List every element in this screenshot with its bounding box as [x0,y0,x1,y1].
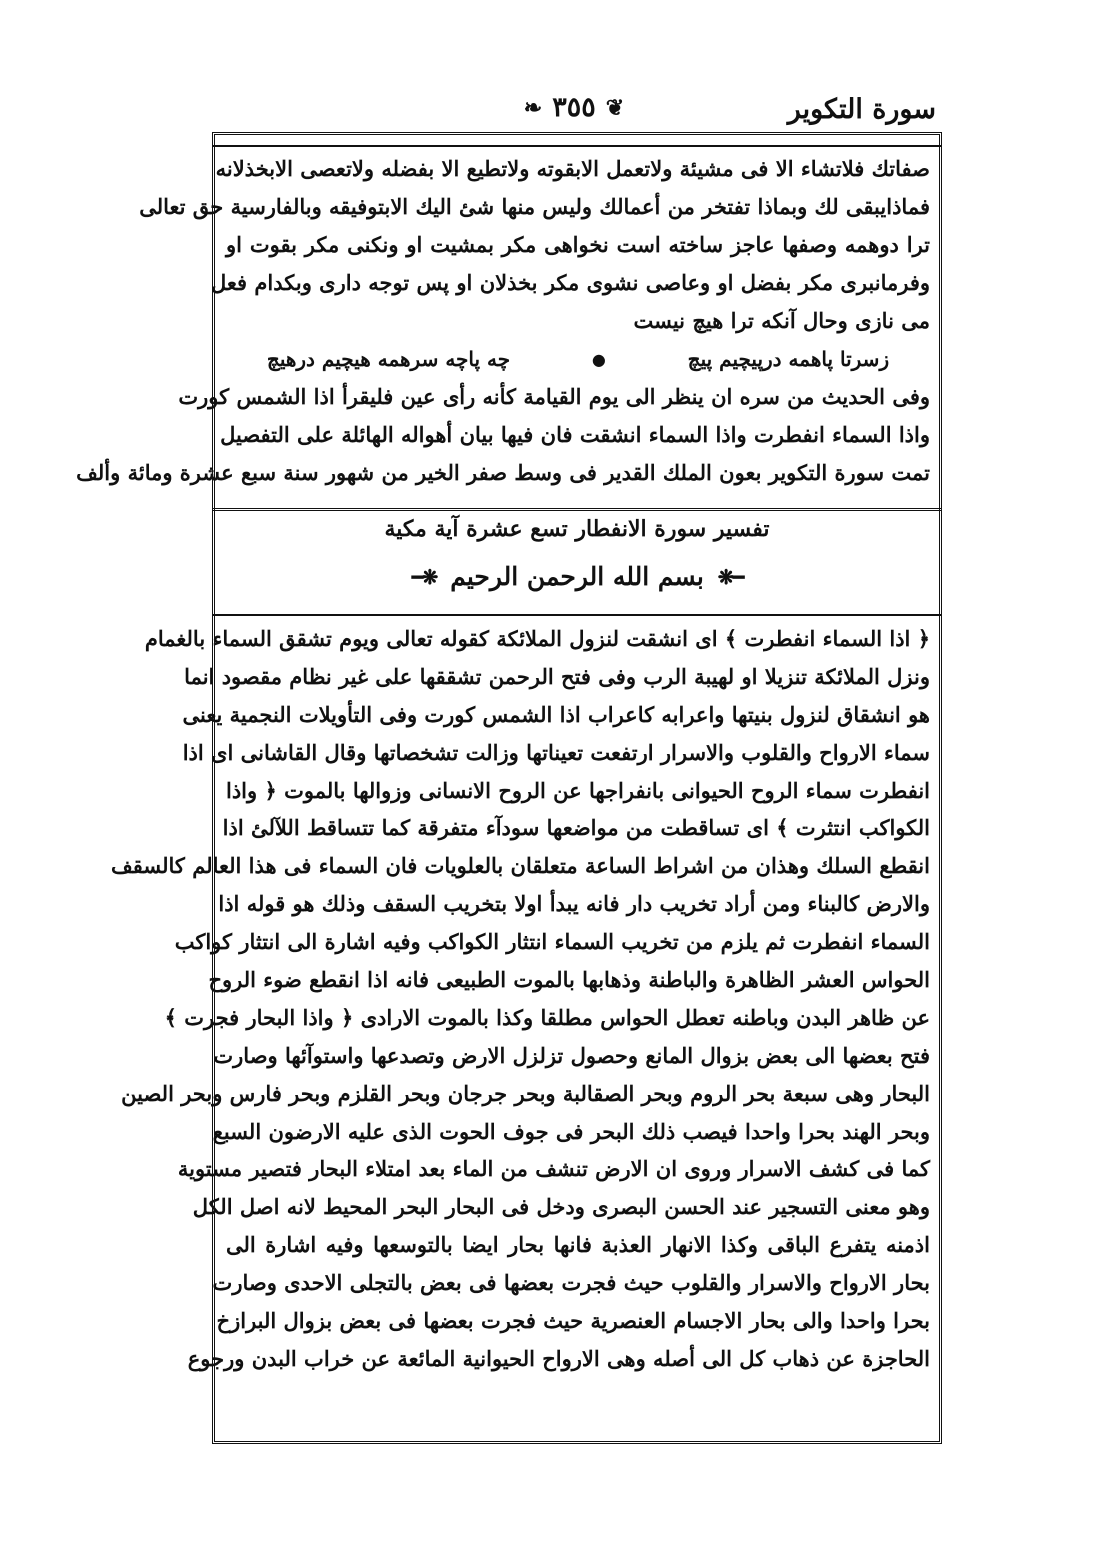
text-line: وهو معنى التسجير عند الحسن البصرى ودخل فى البحار البحر المحيط لانه اصل الكل [192,1194,930,1220]
text-line: فتح بعضها الى بعض بزوال المانع وحصول تزلزل الارض وتصدعها واستوآئها وصارت [213,1042,930,1068]
basmala-block [212,562,942,591]
flourish-left-icon: ❋━ [411,564,437,589]
page-number: ٣٥٥ [552,92,596,123]
text-line: انقطع السلك وهذان من اشراط الساعة متعلقان بالعلويات فان السماء فى هذا العالم كالسقف [111,853,930,879]
text-line: بحرا واحدا والى بحار الاجسام العنصرية حيث فجرت بعضها فى بعض بزوال البرازخ [216,1308,930,1334]
verse-hemistich-right: زسرتا پاهمه درپيچيم پيچ [687,347,890,371]
text-line: اذمنه يتفرع الباقى وكذا الانهار العذبة فانها بحار ايضا بالتوسعها وفيه اشارة الى [226,1232,930,1258]
text-line: فماذايبقى لك وبماذا تفتخر من أعمالك وليس منها شئ اليك الابتوفيقه وبالفارسية حق تعالى [139,194,930,219]
colophon-line: تمت سورة التكوير بعون الملك القدير فى وسط صفر الخير من شهور سنة سبع عشرة ومائة وألف [76,460,930,485]
text-line: عن ظاهر البدن وباطنه تعطل الحواس مطلقا وكذا بالموت الارادى ﴿ واذا البحار فجرت ﴾ [164,1004,930,1030]
text-line: صفاتك فلاتشاء الا فى مشيئة ولاتعمل الابقوته ولاتطيع الا بفضله ولاتعصى الابخذلانه [215,156,930,181]
text-line: كما فى كشف الاسرار وروى ان الارض تنشف من الماء بعد امتلاء البحار فتصير مستوية [177,1156,930,1182]
text-line: بحار الارواح والاسرار والقلوب حيث فجرت بعضها فى بعض بالتجلى الاحدى وصارت [212,1270,930,1296]
running-head-surah-name: سورة التكوير [787,94,936,125]
previous-surah-text [139,150,930,340]
text-line: البحار وهى سبعة بحر الروم وبحر الصقالبة وبحر جرجان وبحر القلزم وبحر فارس وبحر الصين [121,1080,930,1106]
persian-verse [226,340,930,378]
basmala-rule [212,614,942,616]
ornament-left-icon: ❦ [605,94,625,121]
page-number-group [524,92,624,123]
closing-text [76,378,930,492]
flourish-right-icon: ━❋ [717,564,743,589]
text-line: ﴿ اذا السماء انفطرت ﴾ اى انشقت لنزول الملائكة كقوله تعالى ويوم تشقق السماء بالغمام [144,626,930,651]
verse-separator-icon: ● [591,349,606,369]
text-line: السماء انفطرت ثم يلزم من تخريب السماء انتثار الكواكب وفيه اشارة الى انتثار كواكب [174,929,930,955]
text-line: ونزل الملائكة تنزيلا او لهيبة الرب وفى فتح الرحمن تشققها على غير نظام مقصود انما [184,663,930,689]
text-line: الحواس العشر الظاهرة والباطنة وذهابها بالموت الطبيعى فانه اذا انقطع ضوء الروح [208,967,930,993]
text-line: الحاجزة عن ذهاب كل الى أصله وهى الارواح الحيوانية المائعة عن خراب البدن ورجوع [187,1345,930,1371]
text-line: انفطرت سماء الروح الحيوانى بانفراجها عن الروح الانسانى وزوالها بالموت ﴿ واذا [226,777,930,803]
text-line: مى نازى وحال آنكه ترا هيچ نيست [633,308,930,333]
text-line: هو انشقاق لنزول بنيتها واعرابه كاعراب اذا الشمس كورت وفى التأويلات النجمية يعنى [182,701,930,727]
commentary-text [111,620,930,1378]
ornament-right-icon: ❧ [523,94,543,121]
text-line: وفرمانبرى مكر بفضل او وعاصى نشوى مكر بخذلان او پس توجه دارى وبكدام فعل [211,270,930,295]
verse-hemistich-left: چه پاچه سرهمه هيچيم درهيچ [266,347,511,371]
frame-top-rule [212,145,942,147]
text-line: وفى الحديث من سره ان ينظر الى يوم القيامة كأنه رأى عين فليقرأ اذا الشمس كورت [178,384,930,409]
running-head [212,92,936,132]
text-line: واذا السماء انفطرت واذا السماء انشقت فان فيها بيان أهواله الهائلة على التفصيل [220,422,930,447]
text-line: الكواكب انتثرت ﴾ اى تساقطت من مواضعها سودآء متفرقة كما تتساقط اللآلئ اذا [222,815,930,841]
surah-separator-rule [212,508,942,511]
text-line: والارض كالبناء ومن أراد تخريب دار فانه يبدأ اولا بتخريب السقف وذلك هو قوله اذا [218,891,930,917]
basmala: بسم الله الرحمن الرحيم [450,562,704,591]
text-line: سماء الارواح والقلوب والاسرار ارتفعت تعيناتها وزالت تشخصاتها وقال القاشانى اى اذا [182,739,930,765]
surah-heading: تفسير سورة الانفطار تسع عشرة آية مكية [384,516,770,542]
text-line: ترا دوهمه وصفها عاجز ساخته است نخواهى مكر بمشيت او ونكنى مكر بقوت او [226,232,930,257]
text-line: وبحر الهند بحرا واحدا فيصب ذلك البحر فى جوف الحوت الذى عليه الارضون السبع [212,1118,930,1144]
